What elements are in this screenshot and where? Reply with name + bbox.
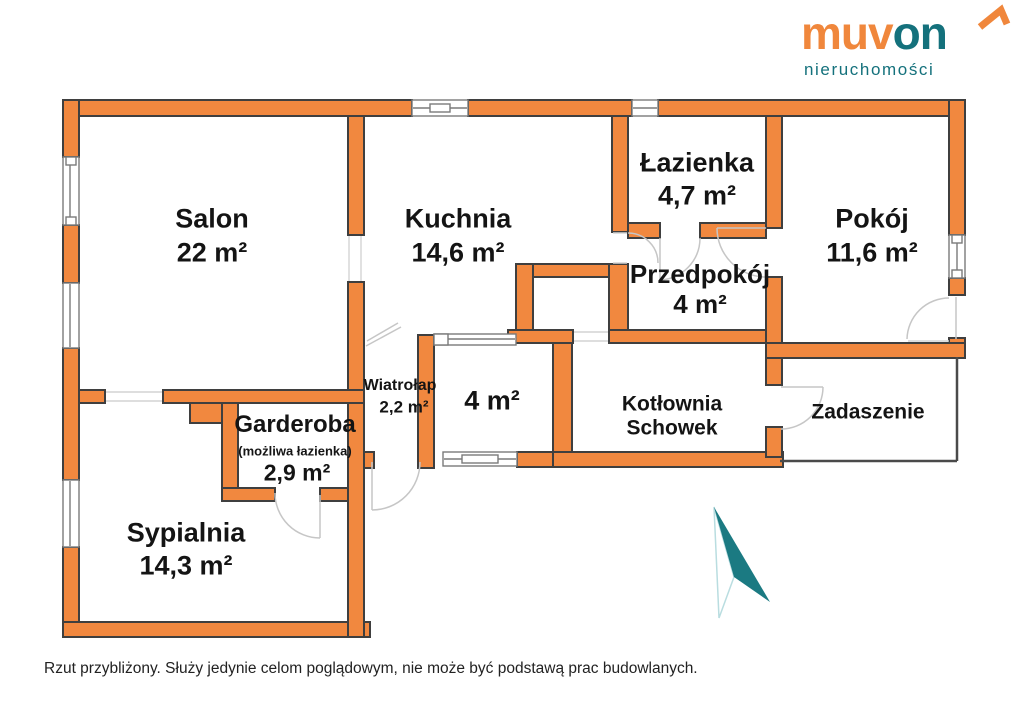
door-threshold — [613, 233, 627, 263]
room-label-lazienka-area: 4,7 m² — [657, 180, 737, 211]
wall-segment — [628, 223, 660, 238]
door-leaf — [366, 323, 401, 346]
windows — [63, 100, 965, 547]
disclaimer-text: Rzut przybliżony. Służy jedynie celom poglądowym, nie może być podstawą prac budowlanych. — [44, 660, 698, 677]
brand-tagline: nieruchomości — [804, 60, 935, 79]
north-arrow-icon — [714, 507, 770, 618]
door-threshold — [349, 236, 361, 281]
window-symbol — [63, 283, 79, 348]
door-swing — [907, 297, 956, 339]
room-label-sypialnia-area: 14,3 m² — [139, 550, 233, 581]
window-symbol — [434, 334, 516, 345]
room-label-pokoj-name: Pokój — [835, 203, 909, 234]
room-label-zadaszenie-name: Zadaszenie — [811, 400, 925, 424]
brand-logo-text-teal: on — [892, 7, 947, 59]
room-label-kotlownia-line2: Schowek — [626, 416, 718, 440]
wall-segment — [63, 225, 79, 283]
room-label-garderoba-note: (możliwa łazienka) — [238, 443, 352, 459]
wall-segment — [63, 100, 412, 116]
wall-segment — [766, 343, 965, 358]
window-symbol — [949, 235, 965, 278]
brand-logo-text-orange: muv — [801, 7, 893, 59]
wall-segment — [348, 282, 364, 637]
room-label-pokoj-area: 11,6 m² — [826, 237, 918, 268]
wall-segment — [348, 116, 364, 235]
room-label-sypialnia-name: Sypialnia — [126, 517, 246, 548]
room-label-room4-area: 4 m² — [464, 385, 520, 416]
room-label-wiatrolap-name: Wiatrołap — [363, 377, 437, 394]
wall-segment — [508, 330, 573, 343]
room-label-kotlownia-line1: Kotłownia — [621, 392, 723, 416]
room-label-przedpokoj-area: 4 m² — [673, 289, 727, 319]
window-symbol — [63, 480, 79, 547]
wall-segment — [222, 488, 275, 501]
wall-segment — [63, 622, 370, 637]
wall-segment — [320, 488, 348, 501]
room-label-garderoba-name: Garderoba — [234, 411, 356, 438]
wall-segment — [609, 330, 766, 343]
wall-segment — [79, 390, 105, 403]
window-symbol — [63, 157, 79, 225]
room-label-kuchnia-name: Kuchnia — [404, 203, 512, 234]
wall-segment — [553, 343, 572, 467]
room-label-przedpokoj-name: Przedpokój — [629, 259, 771, 289]
window-symbol — [632, 100, 658, 116]
wall-segment — [766, 427, 782, 457]
door-threshold — [106, 392, 162, 401]
window-symbol — [412, 100, 468, 116]
window-symbol — [443, 452, 517, 466]
room-label-wiatrolap-area: 2,2 m² — [379, 397, 429, 417]
brand-logo — [801, 7, 1016, 80]
room-label-salon-area: 22 m² — [176, 237, 248, 268]
door-swing — [275, 493, 320, 538]
arrow-up-right-icon — [977, 4, 1013, 32]
door-swing — [372, 462, 420, 510]
wall-segment — [612, 116, 628, 232]
wall-segment — [949, 278, 965, 295]
wall-segment — [766, 116, 782, 228]
wall-segment — [949, 100, 965, 235]
brand-logo-wordmark — [801, 7, 1016, 59]
door-threshold — [574, 332, 608, 341]
room-label-garderoba-area: 2,9 m² — [263, 459, 331, 486]
wall-segment — [63, 348, 79, 480]
room-label-lazienka-name: Łazienka — [639, 147, 755, 178]
wall-segment — [163, 390, 364, 403]
wall-segment — [700, 223, 766, 238]
wall-segment — [658, 100, 963, 116]
wall-segment — [553, 452, 783, 467]
wall-segment — [63, 100, 79, 157]
wall-segment — [609, 264, 628, 330]
room-label-salon-name: Salon — [175, 203, 249, 234]
room-label-kuchnia-area: 14,6 m² — [411, 237, 505, 268]
wall-segment — [468, 100, 632, 116]
